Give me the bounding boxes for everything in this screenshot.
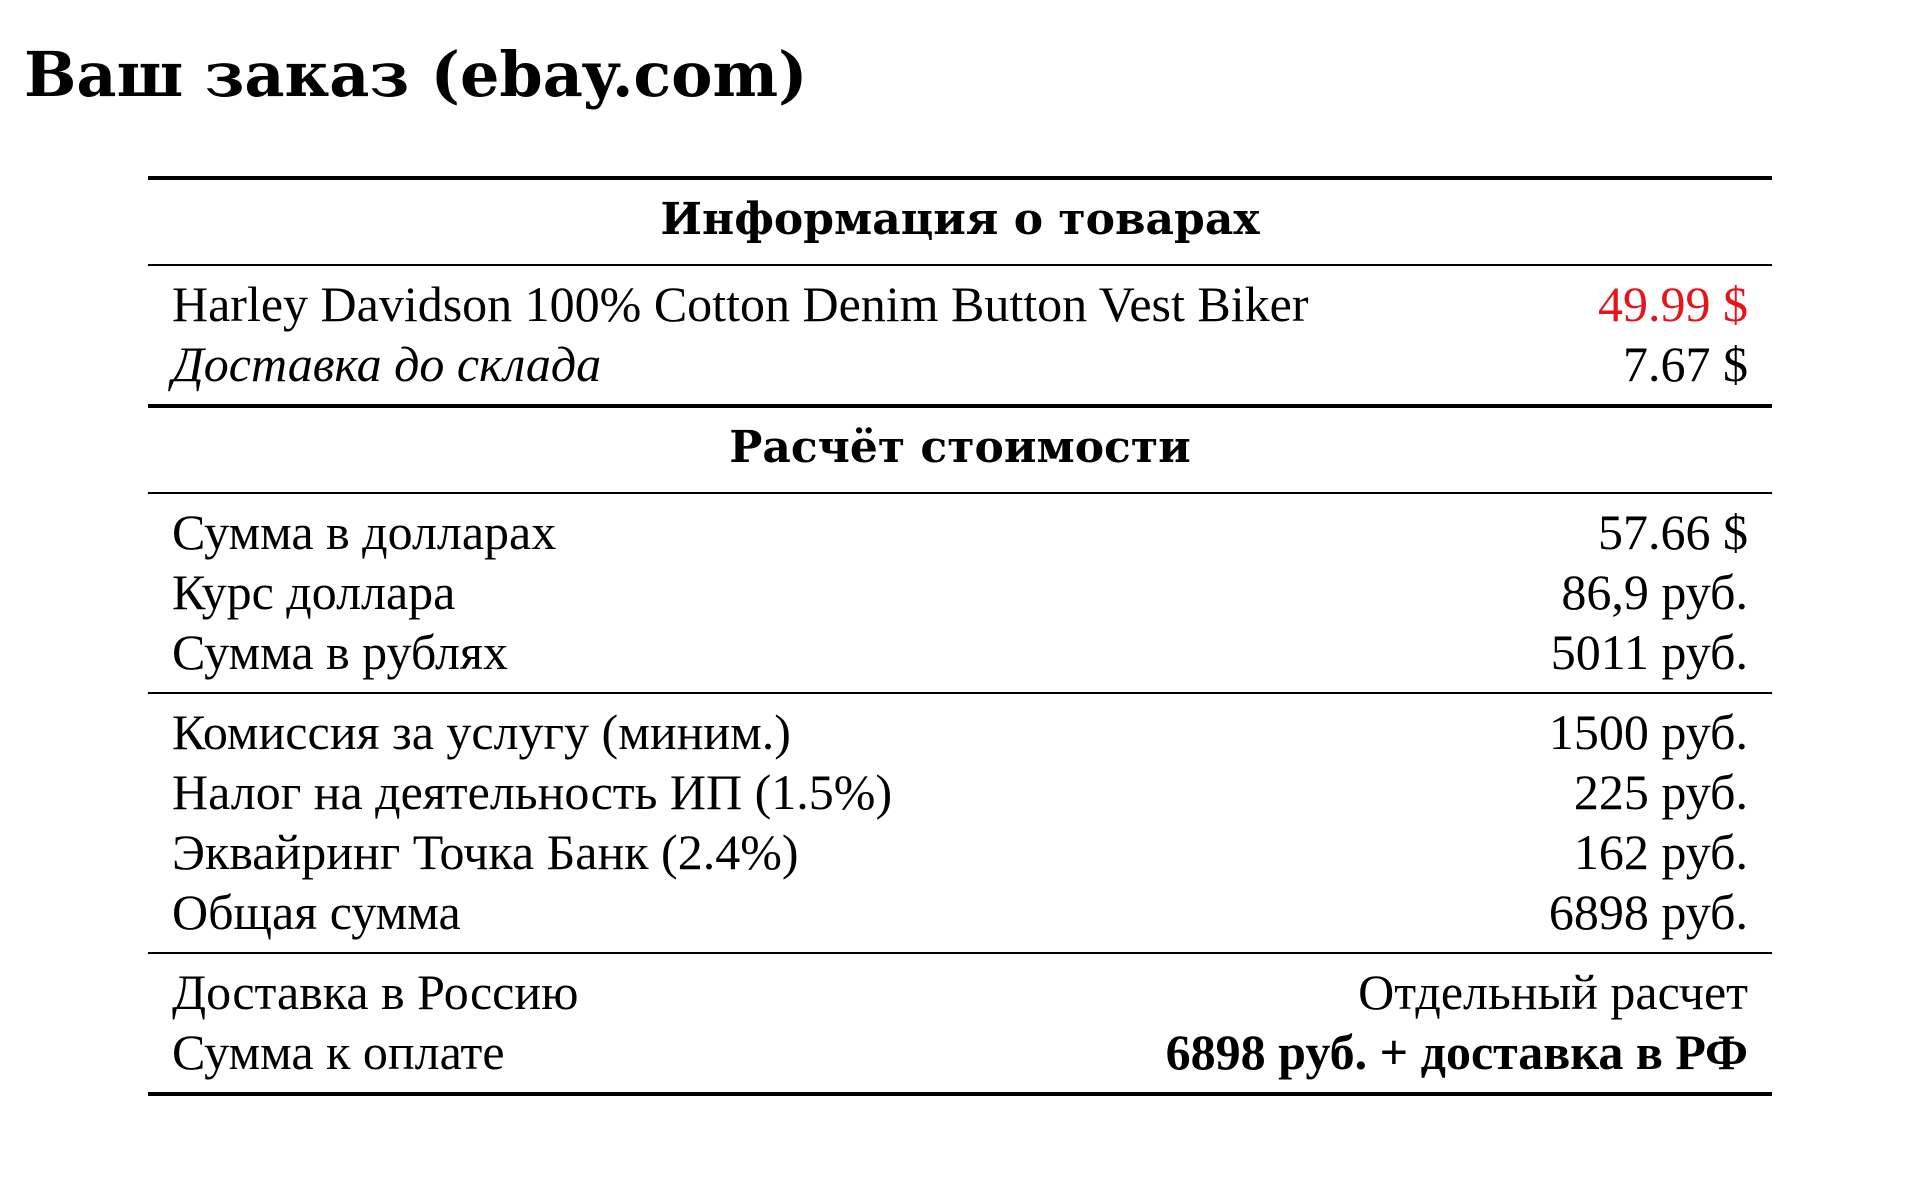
exchange-rate-label: Курс доллара — [172, 564, 456, 620]
exchange-rate-value: 86,9 руб. — [1561, 564, 1748, 620]
grand-total-value: 6898 руб. — [1548, 884, 1748, 940]
table-row — [148, 1022, 1772, 1082]
grand-total-label: Общая сумма — [172, 884, 461, 940]
russia-delivery-value: Отдельный расчет — [1358, 964, 1748, 1020]
table-row — [148, 702, 1772, 762]
table-row — [148, 882, 1772, 942]
goods-rows — [148, 266, 1772, 404]
warehouse-delivery-row — [148, 334, 1772, 394]
goods-section-header: Информация о товарах — [660, 194, 1260, 245]
item-row — [148, 274, 1772, 334]
table-row — [148, 762, 1772, 822]
usd-total-label: Сумма в долларах — [172, 504, 557, 560]
table-row — [148, 962, 1772, 1022]
table-bottom-rule — [148, 1092, 1772, 1096]
fee-rows — [148, 694, 1772, 952]
service-fee-label: Комиссия за услугу (миним.) — [172, 704, 791, 760]
final-rows — [148, 954, 1772, 1092]
table-row — [148, 622, 1772, 682]
amount-due-value: 6898 руб. + доставка в РФ — [1165, 1024, 1748, 1080]
amount-due-label: Сумма к оплате — [172, 1024, 505, 1080]
rub-total-label: Сумма в рублях — [172, 624, 509, 680]
service-fee-value: 1500 руб. — [1548, 704, 1748, 760]
table-row — [148, 562, 1772, 622]
warehouse-delivery-value: 7.67 $ — [1623, 336, 1748, 392]
usd-total-value: 57.66 $ — [1598, 504, 1748, 560]
conversion-rows — [148, 494, 1772, 692]
tax-value: 225 руб. — [1573, 764, 1748, 820]
tax-label: Налог на деятельность ИП (1.5%) — [172, 764, 893, 820]
acquiring-value: 162 руб. — [1573, 824, 1748, 880]
calculation-section-header: Расчёт стоимости — [729, 422, 1191, 473]
item-price: 49.99 $ — [1598, 276, 1748, 332]
table-row — [148, 502, 1772, 562]
rub-total-value: 5011 руб. — [1550, 624, 1748, 680]
table-row — [148, 822, 1772, 882]
item-name: Harley Davidson 100% Cotton Denim Button Vest Biker — [172, 276, 1309, 332]
page-title: Ваш заказ (ebay.com) — [24, 38, 808, 111]
warehouse-delivery-label: Доставка до склада — [172, 336, 602, 392]
order-summary-table — [148, 176, 1772, 1096]
acquiring-label: Эквайринг Точка Банк (2.4%) — [172, 824, 799, 880]
russia-delivery-label: Доставка в Россию — [172, 964, 579, 1020]
